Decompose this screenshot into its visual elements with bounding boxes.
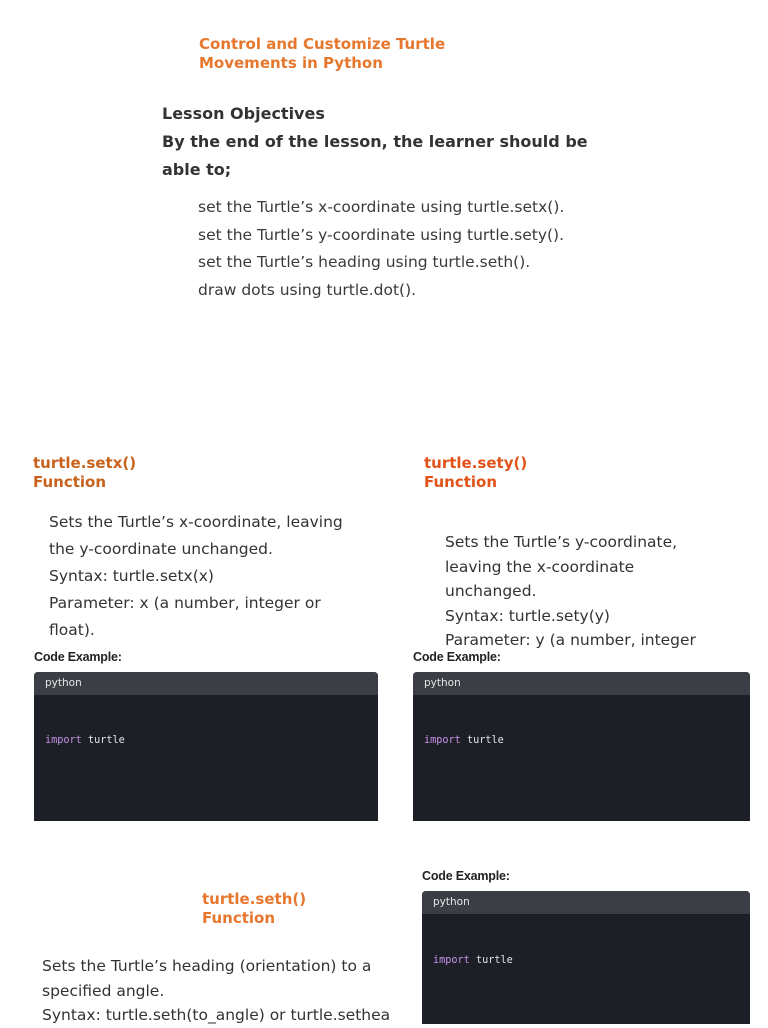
seth-code-lang: python: [422, 891, 750, 914]
objectives-section: [162, 100, 682, 184]
setx-description: Sets the Turtle’s x-coordinate, leaving the y-coordinate unchanged. Syntax: turtle.setx(x) Parameter: x (a number, integer or float).: [49, 513, 343, 639]
sety-description: Sets the Turtle’s y-coordinate, leaving the x-coordinate unchanged. Syntax: turtle.sety(y) Parameter: y (a number, integer: [445, 533, 696, 649]
setx-code-block: [34, 672, 378, 821]
objective-item: set the Turtle’s x-coordinate using turtle.setx().: [198, 198, 565, 216]
objectives-intro-line-1: By the end of the lesson, the learner should be: [162, 132, 588, 151]
objective-item: set the Turtle’s heading using turtle.seth().: [198, 253, 531, 271]
setx-code-label: Code Example:: [34, 650, 122, 664]
sety-code-block: [413, 672, 750, 821]
objectives-heading: Lesson Objectives: [162, 104, 325, 123]
sety-code: import turtle: [424, 734, 504, 746]
objectives-list: [198, 194, 678, 304]
objective-item: set the Turtle’s y-coordinate using turtle.sety().: [198, 225, 565, 244]
objectives-intro-line-2: able to;: [162, 160, 232, 179]
objective-item: draw dots using turtle.dot().: [198, 280, 417, 299]
seth-code: import turtle: [433, 954, 513, 966]
sety-title: turtle.sety() Function: [424, 454, 528, 491]
seth-code-block: [422, 891, 750, 1024]
setx-code: import turtle: [45, 734, 125, 746]
sety-code-lang: python: [413, 672, 750, 695]
sety-code-label: Code Example:: [413, 650, 501, 664]
setx-code-lang: python: [34, 672, 378, 695]
setx-title: turtle.setx() Function: [33, 454, 137, 491]
seth-code-label: Code Example:: [422, 869, 510, 883]
seth-description: Sets the Turtle’s heading (orientation) to a specified angle. Syntax: turtle.seth(to_angle) or turtle.sethea: [42, 957, 391, 1024]
seth-title: turtle.seth() Function: [202, 890, 307, 927]
page-title: Control and Customize Turtle Movements in Python: [199, 35, 446, 72]
